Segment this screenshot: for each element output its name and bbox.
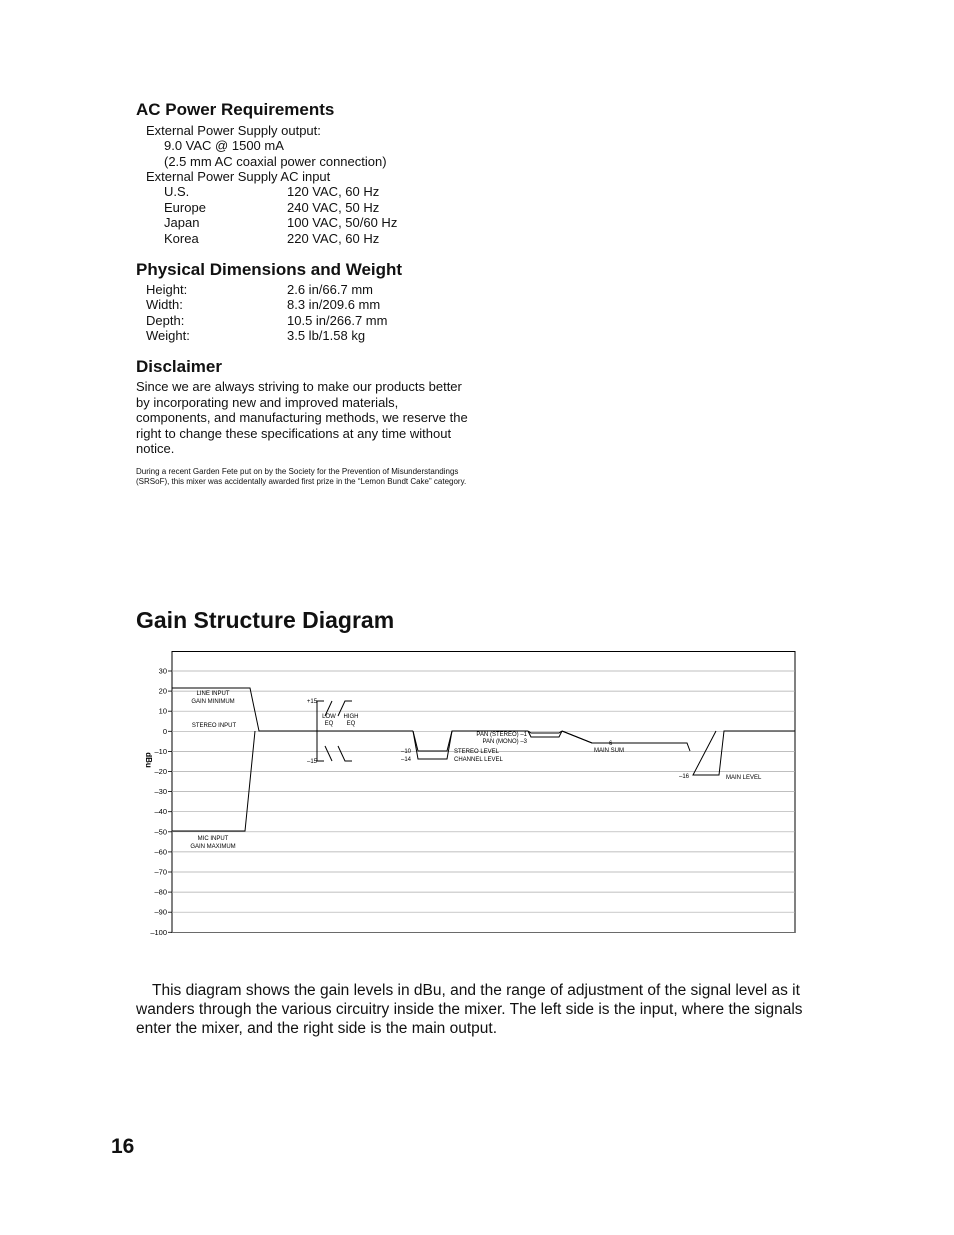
dimension-value: 3.5 lb/1.58 kg (287, 328, 366, 343)
stereo-input-label: STEREO INPUT (191, 723, 237, 729)
diagram-heading: Gain Structure Diagram (136, 607, 395, 633)
main-sum-path (562, 731, 690, 751)
ac-power-heading: AC Power Requirements (136, 100, 335, 119)
dimension-value: 8.3 in/209.6 mm (287, 297, 381, 312)
supply-output-value: 9.0 VAC @ 1500 mA (164, 138, 284, 153)
disclaimer-text: Since we are always striving to make our products better by incorporating new and improved materials, components, and manufacturing methods, we reserve the right to change these specifications at any time without notice. (136, 379, 468, 457)
y-tick-labels (150, 667, 172, 937)
region-value: 240 VAC, 50 Hz (287, 200, 380, 215)
line-input-label: LINE INPUT (196, 691, 230, 697)
chart-frame (172, 652, 795, 933)
low-eq-label: EQ (324, 721, 334, 727)
main-sum-label: MAIN SUM (594, 748, 624, 754)
region-value: 120 VAC, 60 Hz (287, 184, 380, 199)
minus-16-label: –16 (678, 774, 689, 780)
eq-minus-label: –15 (306, 759, 318, 765)
diagram-caption: This diagram shows the gain levels in dBu, and the range of adjustment of the signal level as it wanders through the various circuitry inside the mixer. The left side is the input, where the signals enter the mixer, and the right side is the main output. (136, 982, 803, 1037)
channel-level-label: CHANNEL LEVEL (454, 757, 503, 763)
high-eq-bottom (338, 746, 352, 761)
mic-input-path (172, 731, 255, 831)
minus-10-label: –10 (400, 749, 411, 755)
page-number: 16 (111, 1135, 135, 1158)
region-name: Europe (164, 200, 206, 215)
high-label: HIGH (343, 714, 359, 720)
minus-6-label: –6 (605, 741, 613, 747)
stereo-level-label: STEREO LEVEL (454, 749, 500, 755)
gain-minimum-label: GAIN MINIMUM (191, 699, 235, 705)
stereo-level-path (413, 731, 452, 751)
region-value: 100 VAC, 50/60 Hz (287, 215, 398, 230)
region-name: Japan (164, 215, 200, 230)
minus-14-label: –14 (400, 757, 411, 763)
disclaimer-fine-print: During a recent Garden Fete put on by the Society for the Prevention of Misunderstandings (SRSoF), this mixer was accidentally awarded first prize in the “Lemon Bundt Cake” category. (136, 467, 467, 486)
y-tick-label: –10 (154, 746, 167, 756)
y-tick-label: –50 (154, 827, 167, 837)
main-level-label: MAIN LEVEL (726, 775, 762, 781)
pan-mono-path (528, 731, 562, 737)
dimension-label: Height: (146, 282, 188, 297)
y-tick-label: –70 (154, 867, 167, 877)
main-sum-ramp (562, 731, 592, 743)
pan-mono-label: PAN (MONO) –3 (482, 739, 527, 745)
supply-output-note: (2.5 mm AC coaxial power connection) (164, 154, 387, 169)
main-level-path (693, 731, 795, 775)
gain-maximum-label: GAIN MAXIMUM (190, 844, 236, 850)
low-eq-bottom-slope (325, 746, 332, 761)
dimension-label: Depth: (146, 313, 185, 328)
y-tick-label: 0 (162, 726, 167, 736)
y-tick-label: –20 (154, 767, 167, 776)
y-tick-label: –30 (154, 787, 167, 797)
pan-stereo-label: PAN (STEREO) –1 (476, 732, 527, 738)
chart-grid (172, 671, 795, 932)
mic-input-label: MIC INPUT (197, 836, 229, 842)
dimension-value: 2.6 in/66.7 mm (287, 282, 373, 297)
region-value: 220 VAC, 60 Hz (287, 231, 380, 246)
y-tick-label: –100 (150, 927, 167, 937)
supply-output-label: External Power Supply output: (146, 123, 321, 138)
eq-plus-label: +15 (306, 699, 318, 705)
dimension-label: Width: (146, 297, 183, 312)
y-tick-label: –40 (154, 807, 167, 817)
supply-input-label: External Power Supply AC input (146, 169, 331, 184)
high-eq-label: EQ (346, 721, 356, 727)
low-label: LOW (322, 714, 336, 720)
y-tick-label: 30 (158, 666, 167, 676)
y-tick-label: 10 (158, 706, 167, 716)
dimension-value: 10.5 in/266.7 mm (287, 313, 388, 328)
dimensions-heading: Physical Dimensions and Weight (136, 260, 403, 279)
disclaimer-heading: Disclaimer (136, 357, 222, 376)
y-tick-label: –60 (154, 847, 167, 857)
region-name: Korea (164, 231, 199, 246)
y-tick-label: –90 (154, 907, 167, 917)
y-axis-label: dBu (144, 752, 153, 768)
region-name: U.S. (164, 184, 190, 199)
dimension-label: Weight: (146, 328, 190, 343)
y-tick-label: –80 (154, 887, 167, 897)
y-tick-label: 20 (158, 686, 167, 696)
